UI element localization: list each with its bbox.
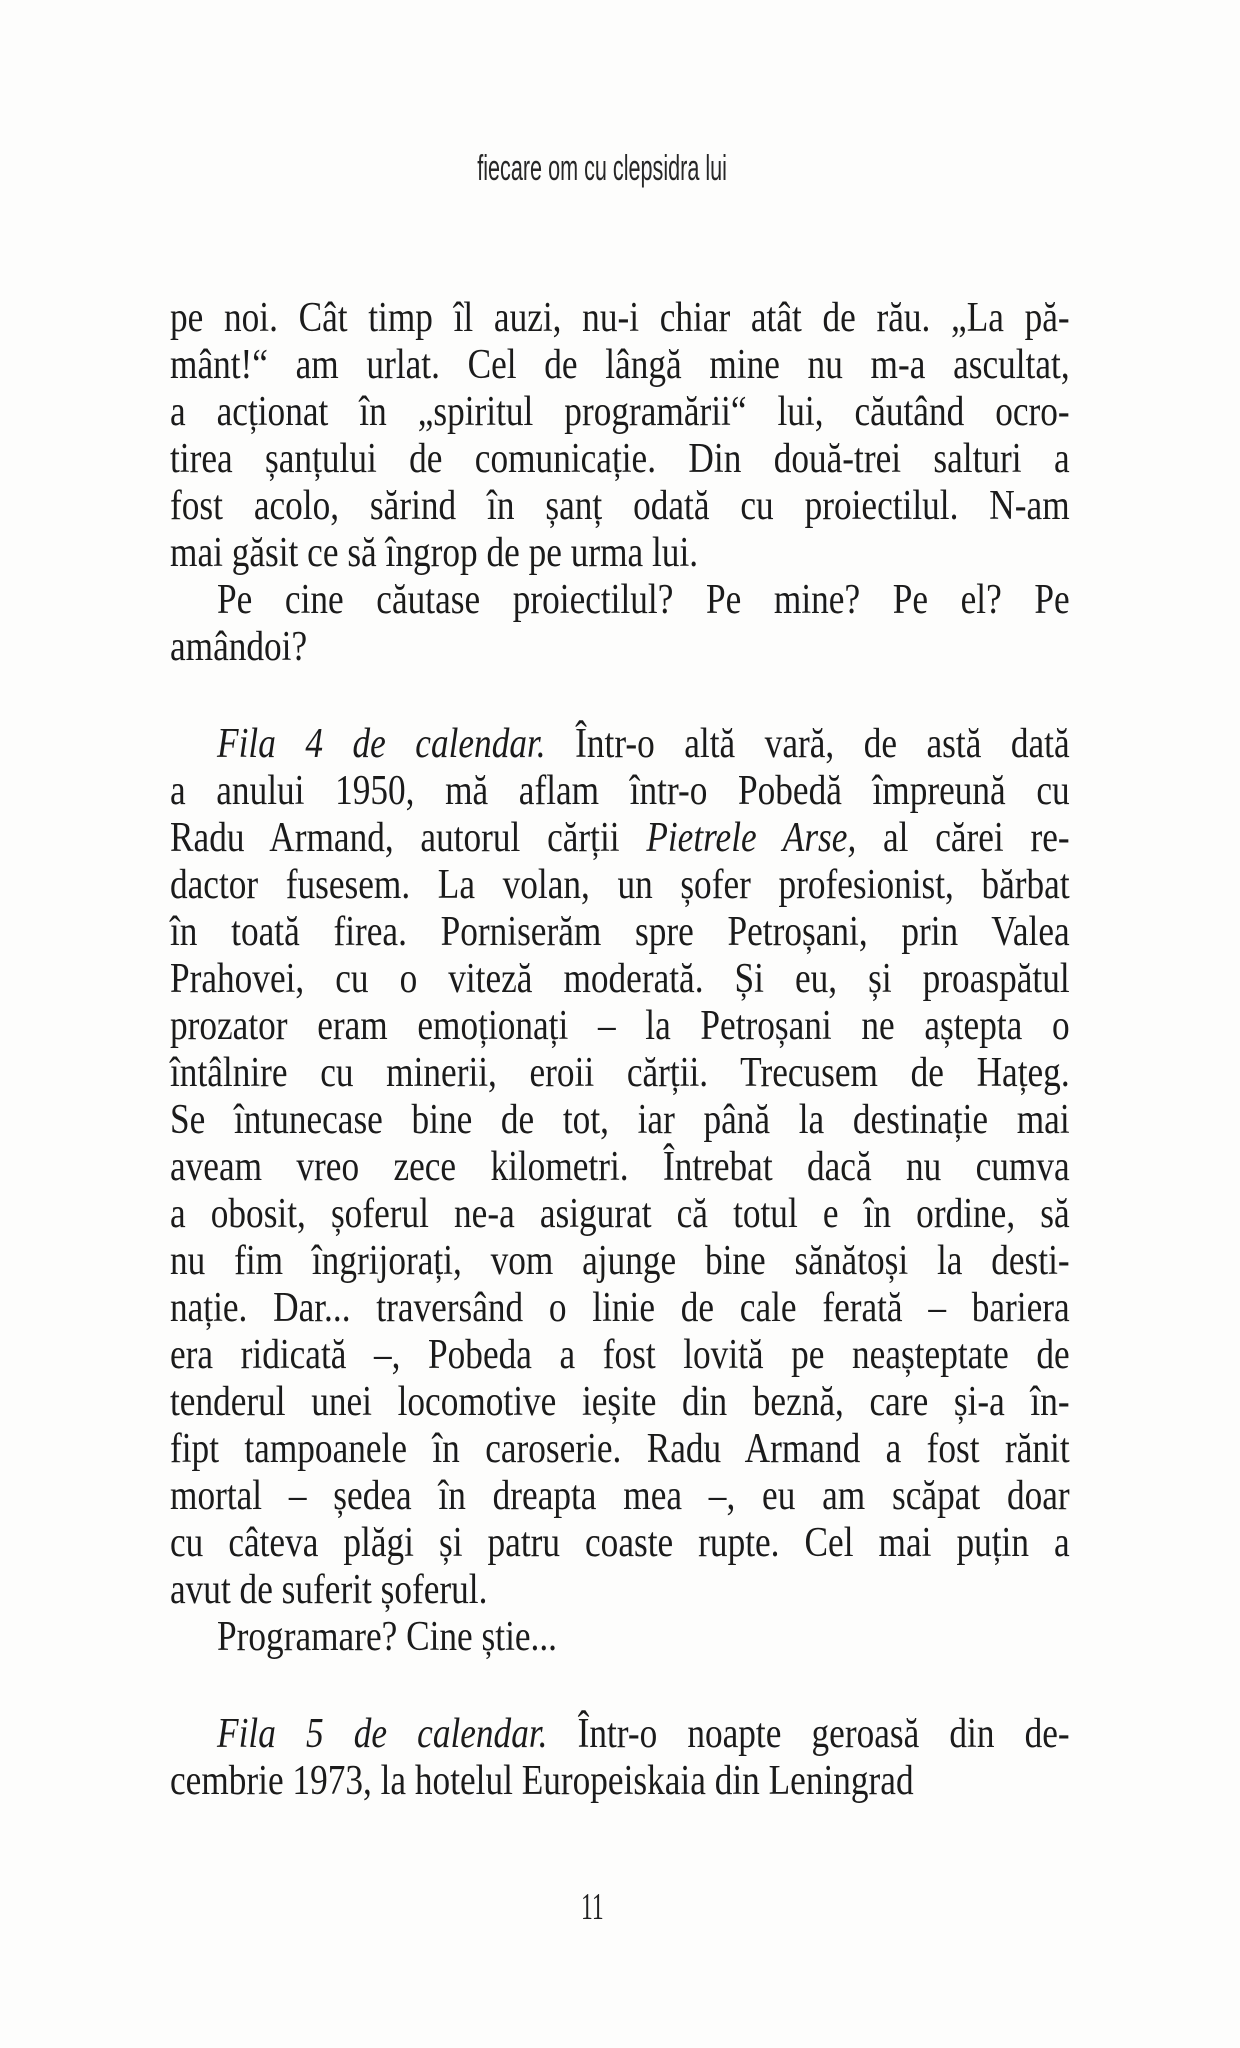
text-segment: al cărei re- — [856, 815, 1070, 861]
text-segment: în toată firea. Porniserăm spre Petroșani, prin Valea — [170, 909, 1070, 955]
text-line — [170, 1711, 1070, 1758]
text-line — [170, 909, 1070, 956]
text-line — [170, 1238, 1070, 1285]
text-segment: Pe cine căutase proiectilul? Pe mine? Pe el? Pe — [217, 577, 1070, 623]
text-segment: era ridicată –, Pobeda a fost lovită pe neașteptate de — [170, 1332, 1070, 1378]
text-segment: Se întunecase bine de tot, iar până la destinație mai — [170, 1097, 1070, 1143]
text-line — [170, 624, 1070, 671]
paragraph — [170, 1614, 1070, 1661]
text-line — [170, 1285, 1070, 1332]
text-line — [170, 1050, 1070, 1097]
text-segment: cembrie 1973, la hotelul Europeiskaia din Leningrad — [170, 1758, 914, 1804]
text-line — [170, 1473, 1070, 1520]
paragraph — [170, 1711, 1070, 1805]
text-line — [170, 862, 1070, 909]
text-line — [170, 1758, 1070, 1805]
text-segment: mortal – ședea în dreapta mea –, eu am scăpat doar — [170, 1473, 1070, 1519]
text-segment: Radu Armand, autorul cărții — [170, 815, 647, 861]
text-line — [170, 1426, 1070, 1473]
text-segment: fipt tampoanele în caroserie. Radu Armand a fost rănit — [170, 1426, 1070, 1472]
text-segment: amândoi? — [170, 624, 308, 670]
text-segment: prozator eram emoționați – la Petroșani ne aștepta o — [170, 1003, 1070, 1049]
running-header — [170, 147, 1070, 188]
text-segment: cu câteva plăgi și patru coaste rupte. Cel mai puțin a — [170, 1520, 1070, 1566]
text-segment: Într-o altă vară, de astă dată — [545, 721, 1070, 767]
text-line — [170, 815, 1070, 862]
running-header-text: fiecare om cu clepsidra lui — [477, 147, 727, 188]
text-line — [170, 1567, 1070, 1614]
text-line — [170, 483, 1070, 530]
text-segment: tenderul unei locomotive ieșite din beznă, care și-a în- — [170, 1379, 1070, 1425]
text-line — [170, 768, 1070, 815]
text-segment: mânt!“ am urlat. Cel de lângă mine nu m-a ascultat, — [170, 342, 1070, 388]
text-segment: Într-o noapte geroasă din de- — [547, 1711, 1070, 1757]
text-line — [170, 1520, 1070, 1567]
text-segment: pe noi. Cât timp îl auzi, nu-i chiar atât de rău. „La pă- — [170, 295, 1070, 341]
text-segment: nu fim îngrijorați, vom ajunge bine sănătoși la desti- — [170, 1238, 1070, 1284]
text-segment: a obosit, șoferul ne-a asigurat că totul e în ordine, să — [170, 1191, 1070, 1237]
text-line — [170, 389, 1070, 436]
text-segment: Programare? Cine știe... — [217, 1614, 557, 1660]
text-line — [170, 1003, 1070, 1050]
text-line — [170, 342, 1070, 389]
text-segment: întâlnire cu minerii, eroii cărții. Trecusem de Hațeg. — [170, 1050, 1070, 1096]
page-number-text: 11 — [580, 1886, 604, 1928]
text-segment: a anului 1950, mă aflam într-o Pobedă împreună cu — [170, 768, 1070, 814]
text-segment: aveam vreo zece kilometri. Întrebat dacă nu cumva — [170, 1144, 1070, 1190]
text-line — [170, 530, 1070, 577]
text-segment: fost acolo, sărind în șanț odată cu proiectilul. N-am — [170, 483, 1070, 529]
text-line — [170, 1614, 1070, 1661]
italic-text-segment: Fila 5 de calendar. — [217, 1711, 548, 1757]
text-segment: mai găsit ce să îngrop de pe urma lui. — [170, 530, 699, 576]
text-line — [170, 577, 1070, 624]
paragraph — [170, 721, 1070, 1614]
italic-text-segment: Fila 4 de calendar. — [217, 721, 546, 767]
text-segment: avut de suferit șoferul. — [170, 1567, 488, 1613]
text-line — [170, 436, 1070, 483]
text-line — [170, 1191, 1070, 1238]
text-line — [170, 1379, 1070, 1426]
text-line — [170, 956, 1070, 1003]
body-text — [170, 295, 1070, 1805]
paragraph — [170, 577, 1070, 671]
page-number — [170, 1888, 1070, 1926]
text-segment: a acționat în „spiritul programării“ lui, căutând ocro- — [170, 389, 1070, 435]
italic-text-segment: Pietrele Arse, — [646, 815, 857, 861]
text-line — [170, 1097, 1070, 1144]
text-line — [170, 295, 1070, 342]
text-line — [170, 1332, 1070, 1379]
paragraph — [170, 295, 1070, 577]
text-line — [170, 721, 1070, 768]
text-segment: Prahovei, cu o viteză moderată. Și eu, și proaspătul — [170, 956, 1070, 1002]
text-segment: tirea șanțului de comunicație. Din două-trei salturi a — [170, 436, 1070, 482]
text-segment: nație. Dar... traversând o linie de cale ferată – bariera — [170, 1285, 1070, 1331]
text-line — [170, 1144, 1070, 1191]
text-segment: dactor fusesem. La volan, un șofer profesionist, bărbat — [170, 862, 1070, 908]
